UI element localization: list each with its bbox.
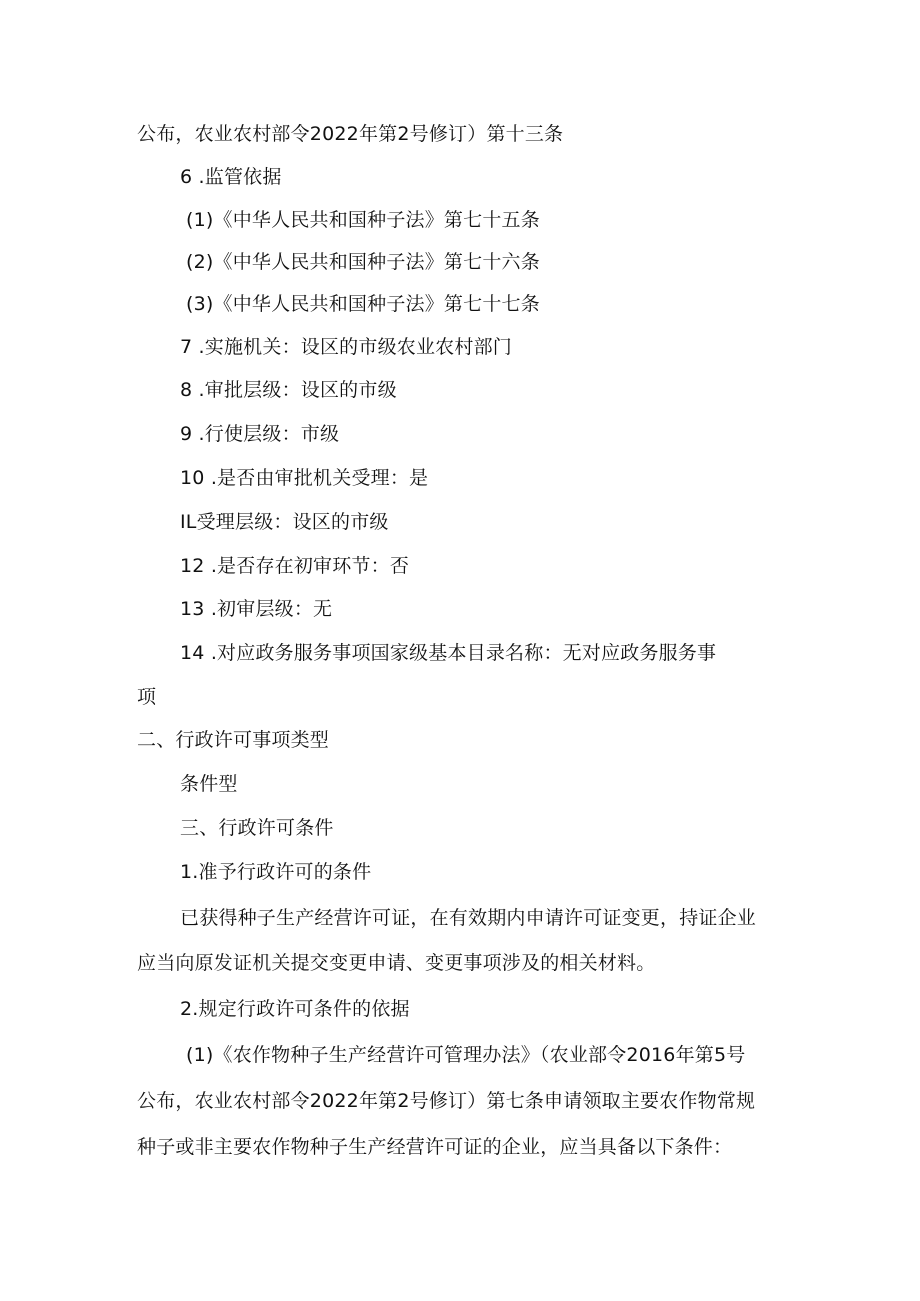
text-line: 13 .初审层级：无 (180, 598, 333, 620)
text-line: (1)《中华人民共和国种子法》第七十五条 (186, 209, 540, 231)
text-line: (2)《中华人民共和国种子法》第七十六条 (186, 251, 540, 273)
text-line: 10 .是否由审批机关受理：是 (180, 467, 429, 489)
text-line: 1.准予行政许可的条件 (180, 861, 372, 883)
text-line: IL受理层级：设区的市级 (180, 511, 389, 533)
text-line: (1)《农作物种子生产经营许可管理办法》（农业部令2016年第5号 (186, 1044, 746, 1066)
section-heading: 二、行政许可事项类型 (137, 729, 330, 751)
text-line: 12 .是否存在初审环节：否 (180, 555, 410, 577)
text-line: 9 .行使层级：市级 (180, 423, 340, 445)
text-line: 公布，农业农村部令2022年第2号修订）第十三条 (137, 123, 564, 145)
text-line: 条件型 (180, 773, 238, 795)
text-line: 6 .监管依据 (180, 166, 282, 188)
text-line: 应当向原发证机关提交变更申请、变更事项涉及的相关材料。 (137, 952, 656, 974)
text-line: (3)《中华人民共和国种子法》第七十七条 (186, 293, 540, 315)
text-line: 14 .对应政务服务事项国家级基本目录名称：无对应政务服务事 (180, 642, 717, 664)
text-line: 8 .审批层级：设区的市级 (180, 379, 397, 401)
text-line: 已获得种子生产经营许可证，在有效期内申请许可证变更，持证企业 (180, 907, 757, 929)
text-line: 2.规定行政许可条件的依据 (180, 998, 410, 1020)
text-line: 种子或非主要农作物种子生产经营许可证的企业，应当具备以下条件： (137, 1136, 733, 1158)
text-line: 项 (137, 686, 157, 708)
text-line: 公布，农业农村部令2022年第2号修订）第七条申请领取主要农作物常规 (137, 1090, 756, 1112)
section-heading: 三、行政许可条件 (180, 817, 334, 839)
text-line: 7 .实施机关：设区的市级农业农村部门 (180, 336, 512, 358)
